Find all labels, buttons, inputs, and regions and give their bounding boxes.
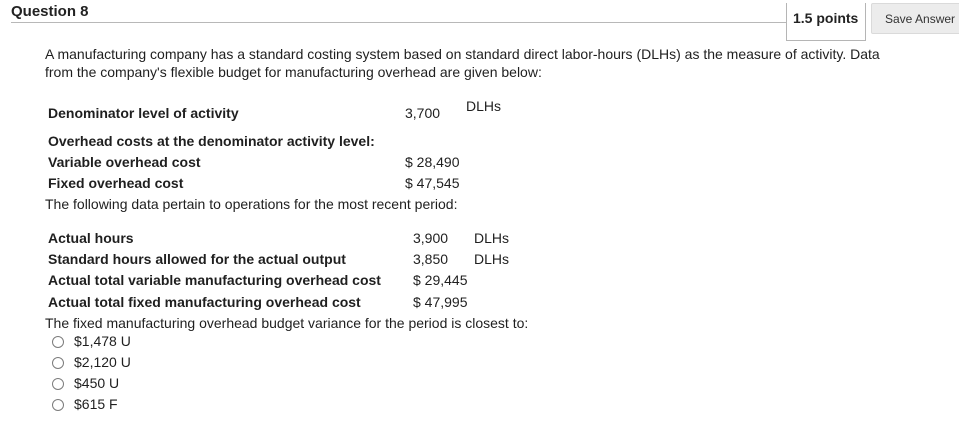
option-4-radio[interactable] xyxy=(52,399,64,411)
header-divider xyxy=(11,22,786,23)
points-label: 1.5 points xyxy=(793,10,859,26)
actual-fixed-overhead-value: $ 47,995 xyxy=(413,294,468,310)
question-prompt: The fixed manufacturing overhead budget variance for the period is closest to: xyxy=(45,315,529,331)
variable-overhead-label: Variable overhead cost xyxy=(48,154,201,170)
save-answer-button[interactable]: Save Answer xyxy=(871,3,959,34)
actual-hours-label: Actual hours xyxy=(48,230,134,246)
option-3-radio[interactable] xyxy=(52,378,64,390)
overhead-heading: Overhead costs at the denominator activity level: xyxy=(48,133,375,149)
points-box xyxy=(786,3,866,41)
option-2-label[interactable]: $2,120 U xyxy=(74,354,131,370)
question-title: Question 8 xyxy=(11,3,89,20)
intro-line-2: from the company's flexible budget for manufacturing overhead are given below: xyxy=(45,64,542,80)
period-intro: The following data pertain to operations for the most recent period: xyxy=(45,196,458,212)
actual-hours-unit: DLHs xyxy=(474,230,510,246)
option-3-label[interactable]: $450 U xyxy=(74,375,120,391)
actual-variable-overhead-label: Actual total variable manufacturing overhead cost xyxy=(48,272,381,288)
option-1-label[interactable]: $1,478 U xyxy=(74,333,131,349)
fixed-overhead-label: Fixed overhead cost xyxy=(48,175,184,191)
option-2-radio[interactable] xyxy=(52,357,64,369)
denominator-value: 3,700 xyxy=(405,105,441,121)
actual-hours-value: 3,900 xyxy=(413,230,449,246)
option-1-radio[interactable] xyxy=(52,336,64,348)
option-4-label[interactable]: $615 F xyxy=(74,396,118,412)
variable-overhead-value: $ 28,490 xyxy=(405,154,460,170)
actual-variable-overhead-value: $ 29,445 xyxy=(413,272,468,288)
fixed-overhead-value: $ 47,545 xyxy=(405,175,460,191)
question-header xyxy=(0,0,959,42)
standard-hours-value: 3,850 xyxy=(413,251,449,267)
denominator-label: Denominator level of activity xyxy=(48,105,239,121)
intro-line-1: A manufacturing company has a standard costing system based on standard direct labor-hours (DLHs) as the measure of activity. Data xyxy=(45,46,880,62)
denominator-unit: DLHs xyxy=(466,98,502,114)
standard-hours-label: Standard hours allowed for the actual output xyxy=(48,251,346,267)
standard-hours-unit: DLHs xyxy=(474,251,510,267)
actual-fixed-overhead-label: Actual total fixed manufacturing overhead cost xyxy=(48,294,361,310)
